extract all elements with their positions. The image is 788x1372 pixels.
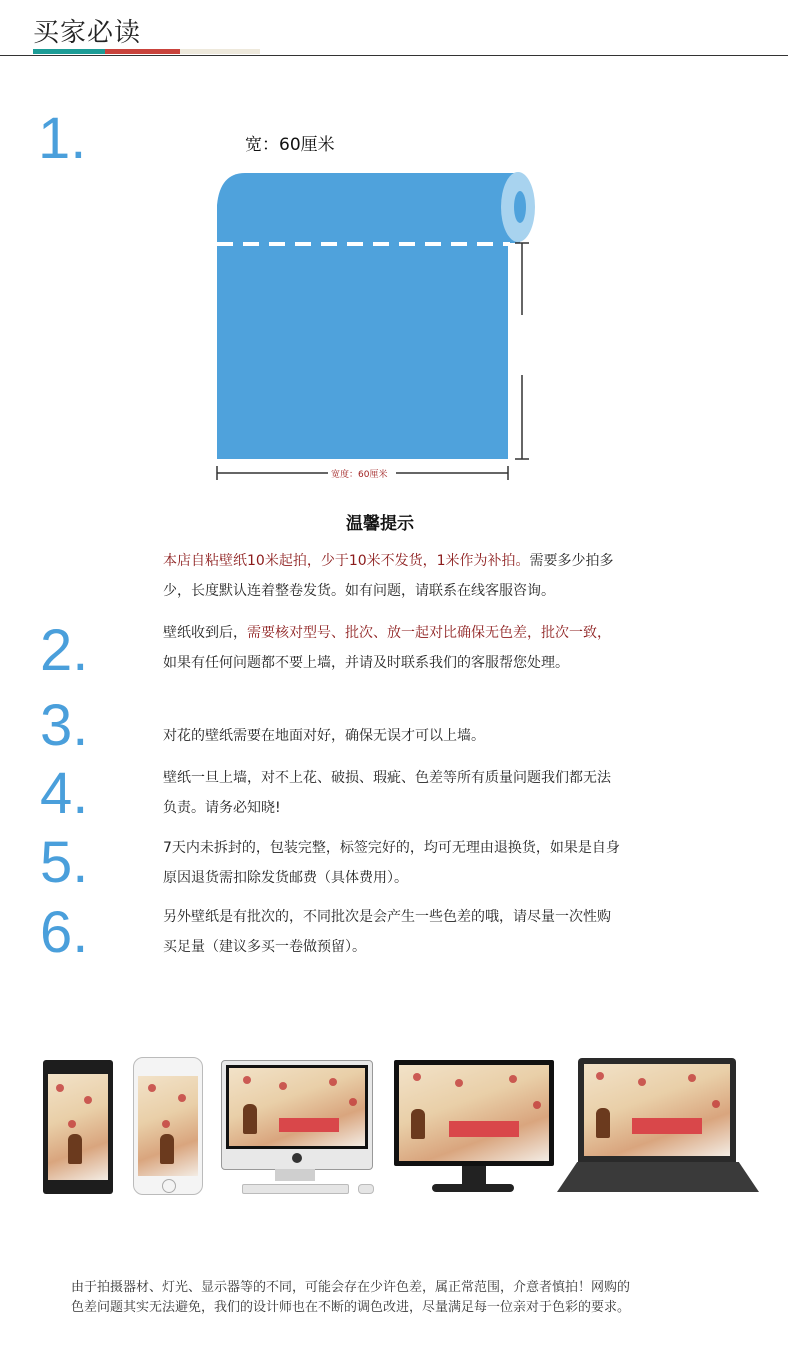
- apple-logo-icon: [292, 1153, 302, 1163]
- device-screen: [48, 1074, 108, 1180]
- roll-top-shape: [217, 173, 520, 243]
- monitor-neck: [462, 1166, 486, 1184]
- device-monitor: [394, 1060, 554, 1166]
- step-number-2: 2.: [40, 618, 89, 683]
- laptop-keyboard-base: [557, 1162, 759, 1192]
- width-label: 宽：60厘米: [245, 135, 335, 155]
- item5-line-2: 原因退货需扣除发货邮费（具体费用）。: [163, 870, 408, 886]
- device-imac: [221, 1060, 373, 1170]
- item4-line-1: 壁纸一旦上墙，对不上花、破损、瑕疵、色差等所有质量问题我们都无法: [163, 770, 611, 786]
- item2-red-text: 需要核对型号、批次、放一起对比确保无色差，批次一致，: [247, 625, 611, 641]
- item5-line-1: 7天内未拆封的，包装完整，标签完好的，均可无理由退换货，如果是自身: [163, 840, 620, 856]
- item6-line-2: 买足量（建议多买一卷做预留）。: [163, 939, 366, 955]
- item4-line-2: 负责。请务必知晓!: [163, 800, 281, 816]
- device-screen: [229, 1068, 365, 1146]
- step-number-4: 4.: [40, 761, 89, 826]
- step-number-5: 5.: [40, 830, 89, 895]
- tip-line-1: [163, 546, 614, 576]
- device-android-phone: [43, 1060, 113, 1194]
- device-iphone: [133, 1057, 203, 1195]
- header-divider: [0, 55, 788, 56]
- item3-line-1: 对花的壁纸需要在地面对好，确保无误才可以上墙。: [163, 728, 485, 744]
- tip-red-text: 本店自粘壁纸10米起拍，少于10米不发货，1米作为补拍。: [163, 553, 530, 569]
- bottom-width-label: 宽度：60厘米: [331, 470, 388, 480]
- tip-rest-text: 需要多少拍多: [529, 553, 614, 569]
- footer-line-2: 色差问题其实无法避免，我们的设计师也在不断的调色改进，尽量满足每一位亲对于色彩的要求。: [71, 1300, 631, 1315]
- device-laptop: [578, 1058, 736, 1162]
- item6-line-1: 另外壁纸是有批次的，不同批次是会产生一些色差的哦，请尽量一次性购: [163, 909, 611, 925]
- page-title: 买家必读: [33, 18, 142, 48]
- item2-line-1: [163, 618, 611, 648]
- header-bar-beige: [180, 49, 260, 54]
- device-screen: [399, 1065, 549, 1161]
- keyboard: [242, 1184, 349, 1194]
- imac-stand: [275, 1169, 315, 1181]
- tip-line-2: 少，长度默认连着整卷发货。如有问题，请联系在线客服咨询。: [163, 583, 555, 599]
- mouse: [358, 1184, 374, 1194]
- item2-prefix: 壁纸收到后，: [163, 625, 247, 641]
- step-number-3: 3.: [40, 693, 89, 758]
- device-screen: [138, 1076, 198, 1176]
- step-number-1: 1.: [38, 106, 87, 171]
- tip-title: 温馨提示: [346, 514, 414, 534]
- header-bar-red: [105, 49, 180, 54]
- footer-line-1: 由于拍摄器材、灯光、显示器等的不同，可能会存在少许色差，属正常范围，介意者慎拍！网购的: [71, 1280, 631, 1295]
- roll-core: [514, 191, 526, 223]
- device-screen: [584, 1064, 730, 1156]
- step-number-6: 6.: [40, 900, 89, 965]
- wallpaper-roll-diagram: [200, 165, 550, 485]
- roll-sheet: [217, 243, 508, 459]
- monitor-base: [432, 1184, 514, 1192]
- item2-line-2: 如果有任何问题都不要上墙，并请及时联系我们的客服帮您处理。: [163, 655, 569, 671]
- header-bar-teal: [33, 49, 105, 54]
